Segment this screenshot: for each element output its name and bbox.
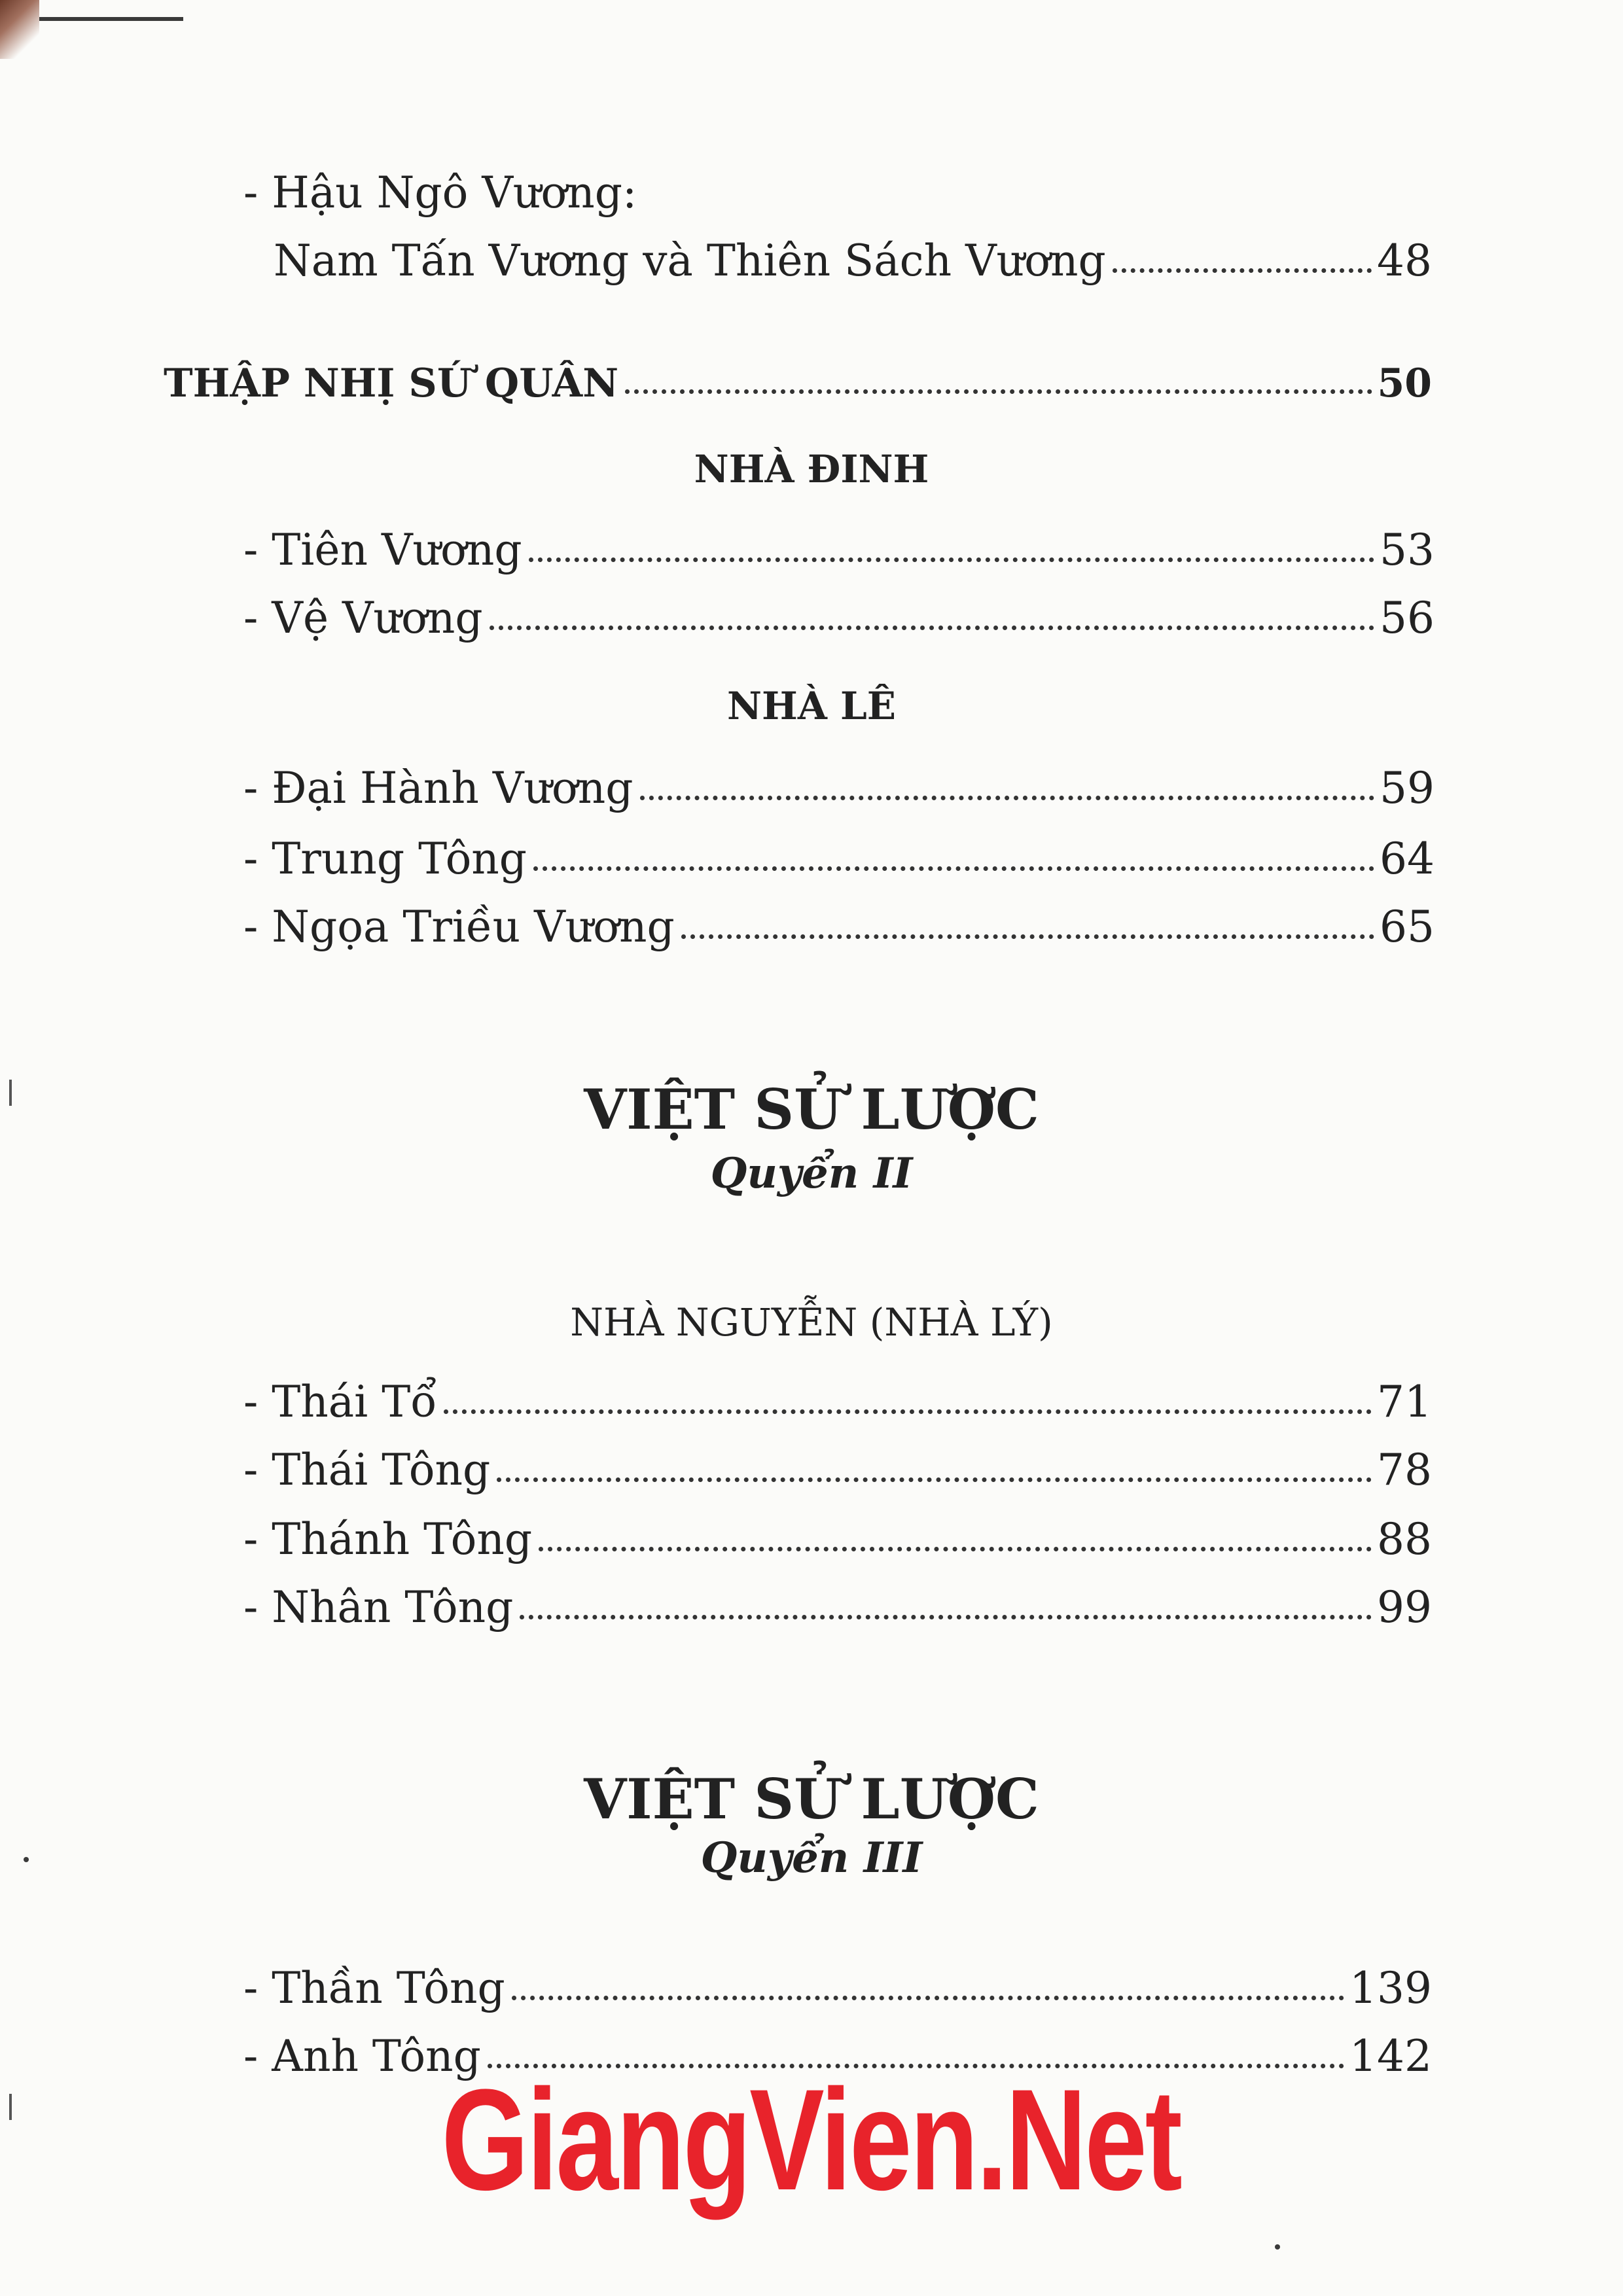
section-heading-nha-le: NHÀ LÊ xyxy=(727,684,896,728)
toc-entry-thanh-tong[interactable] xyxy=(243,1514,1432,1564)
toc-page-number: 59 xyxy=(1380,763,1435,813)
toc-entry-tien-vuong[interactable] xyxy=(243,525,1435,575)
toc-page-number: 78 xyxy=(1377,1445,1432,1495)
toc-entry-nhan-tong[interactable] xyxy=(243,1582,1432,1633)
leader-dots xyxy=(1113,268,1372,273)
section-heading-nha-dinh: NHÀ ĐINH xyxy=(694,447,929,491)
toc-entry-label: Nam Tấn Vương và Thiên Sách Vương xyxy=(274,236,1106,286)
toc-page-number: 71 xyxy=(1377,1377,1432,1427)
toc-page-number: 99 xyxy=(1377,1582,1432,1633)
leader-dots xyxy=(539,1547,1372,1551)
leader-dots xyxy=(497,1477,1372,1482)
book-title-quyen-2: VIỆT SỬ LƯỢC xyxy=(584,1077,1039,1142)
leader-dots xyxy=(529,557,1374,562)
toc-entry-label: - Tiên Vương xyxy=(243,525,522,575)
leader-dots xyxy=(444,1409,1372,1414)
toc-page-number: 48 xyxy=(1377,236,1432,286)
leader-dots xyxy=(490,626,1374,630)
toc-entry-hau-ngo[interactable] xyxy=(274,236,1432,286)
toc-page-number: 64 xyxy=(1380,834,1435,884)
leader-dots xyxy=(625,389,1372,394)
leader-dots xyxy=(512,1996,1344,2000)
leader-dots xyxy=(520,1615,1372,1619)
leader-dots xyxy=(681,934,1374,939)
toc-entry-trung-tong[interactable] xyxy=(243,834,1435,884)
toc-page-number: 65 xyxy=(1380,902,1435,952)
toc-entry-label: - Thái Tổ xyxy=(243,1377,437,1427)
toc-page-number: 56 xyxy=(1380,593,1435,643)
toc-entry-label: THẬP NHỊ SỨ QUÂN xyxy=(164,361,619,406)
toc-entry-thai-to[interactable] xyxy=(243,1377,1432,1427)
toc-page-number: 53 xyxy=(1380,525,1435,575)
toc-entry-thai-tong[interactable] xyxy=(243,1445,1432,1495)
toc-page-number: 139 xyxy=(1349,1963,1432,2013)
book-subtitle-quyen-3: Quyển III xyxy=(700,1833,923,1882)
toc-entry-label: - Ngọa Triều Vương xyxy=(243,902,675,952)
toc-entry-label: - Vệ Vương xyxy=(243,593,483,643)
leader-dots xyxy=(640,796,1374,800)
toc-entry-ve-vuong[interactable] xyxy=(243,593,1435,643)
watermark-text: GiangVien.Net xyxy=(441,2059,1181,2220)
leader-dots xyxy=(533,866,1374,871)
toc-entry-dai-hanh-vuong[interactable] xyxy=(243,763,1435,813)
toc-entry-label: - Anh Tông xyxy=(243,2031,481,2081)
scan-dot xyxy=(1275,2244,1280,2250)
toc-page-number: 88 xyxy=(1377,1514,1432,1564)
scan-artifact xyxy=(0,0,39,59)
section-heading-nha-nguyen: NHÀ NGUYỄN (NHÀ LÝ) xyxy=(570,1300,1053,1345)
toc-entry-label: - Thánh Tông xyxy=(243,1514,533,1564)
book-title-quyen-3: VIỆT SỬ LƯỢC xyxy=(584,1767,1039,1831)
scan-artifact-line xyxy=(39,17,183,21)
toc-entry-hau-ngo-heading: - Hậu Ngô Vương: xyxy=(243,168,637,218)
scan-mark xyxy=(9,2094,12,2120)
toc-entry-label: - Thần Tông xyxy=(243,1963,505,2013)
toc-entry-than-tong[interactable] xyxy=(243,1963,1432,2013)
toc-entry-label: - Nhân Tông xyxy=(243,1582,514,1633)
toc-entry-label: - Trung Tông xyxy=(243,834,527,884)
toc-entry-label: - Thái Tông xyxy=(243,1445,491,1495)
toc-page-number: 50 xyxy=(1377,361,1432,406)
book-subtitle-quyen-2: Quyển II xyxy=(710,1149,913,1198)
toc-entry-label: - Đại Hành Vương xyxy=(243,763,633,813)
toc-page-number: 142 xyxy=(1349,2031,1432,2081)
toc-entry-thap-nhi-su-quan[interactable] xyxy=(164,361,1432,406)
toc-entry-ngoa-trieu-vuong[interactable] xyxy=(243,902,1435,952)
